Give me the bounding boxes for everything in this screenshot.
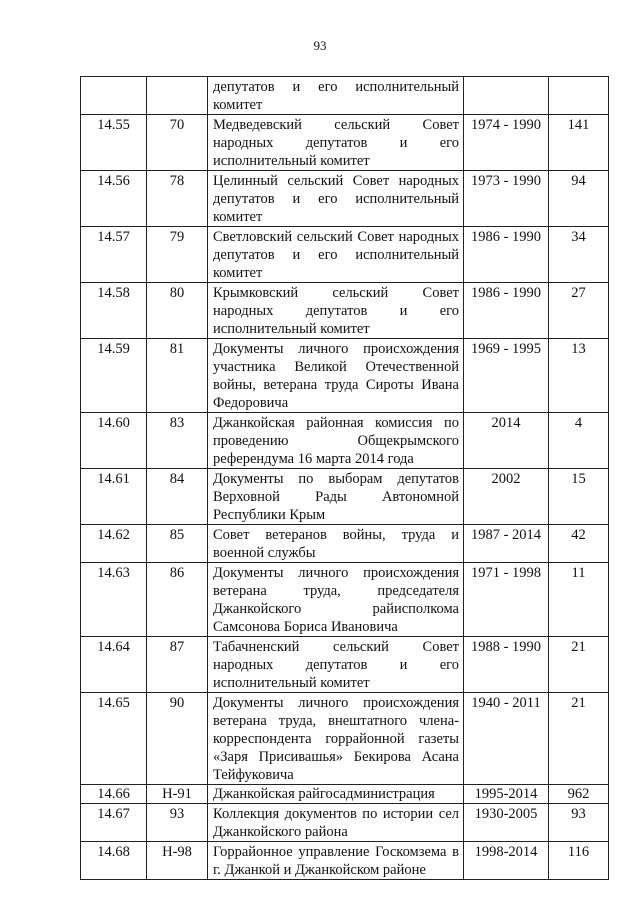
fund-title-cell: Джанкойская райгосадминистрация [208, 785, 464, 804]
date-range-cell: 1998-2014 [464, 842, 549, 880]
fund-title-cell: Документы по выборам депутатов Верховной Рады Автономной Республики Крым [208, 469, 464, 525]
row-number-cell: 14.59 [81, 339, 147, 413]
table-row [81, 283, 609, 339]
file-count-cell: 13 [549, 339, 609, 413]
fund-number-cell [147, 77, 208, 115]
table-row [81, 804, 609, 842]
file-count-cell: 34 [549, 227, 609, 283]
fund-number-cell: 78 [147, 171, 208, 227]
date-range-cell: 1986 - 1990 [464, 283, 549, 339]
table-row [81, 525, 609, 563]
table-row [81, 339, 609, 413]
row-number-cell: 14.66 [81, 785, 147, 804]
fund-title-cell: Документы личного происхождения ветерана труда, внештатного члена-корреспондента горрайонной газеты «Заря Присивашья» Бекирова Асана Тейфуковича [208, 693, 464, 785]
fund-number-cell: 84 [147, 469, 208, 525]
fund-number-cell: 83 [147, 413, 208, 469]
row-number-cell: 14.67 [81, 804, 147, 842]
file-count-cell: 15 [549, 469, 609, 525]
table-row [81, 637, 609, 693]
file-count-cell: 4 [549, 413, 609, 469]
row-number-cell: 14.56 [81, 171, 147, 227]
fund-number-cell: 80 [147, 283, 208, 339]
date-range-cell: 2002 [464, 469, 549, 525]
table-row [81, 693, 609, 785]
date-range-cell: 1987 - 2014 [464, 525, 549, 563]
file-count-cell: 116 [549, 842, 609, 880]
fund-title-cell: Документы личного происхождения участника Великой Отечественной войны, ветерана труда Сироты Ивана Федоровича [208, 339, 464, 413]
date-range-cell: 1973 - 1990 [464, 171, 549, 227]
row-number-cell: 14.57 [81, 227, 147, 283]
fund-title-cell: Табачненский сельский Совет народных депутатов и его исполнительный комитет [208, 637, 464, 693]
fund-number-cell: 85 [147, 525, 208, 563]
table-row [81, 413, 609, 469]
table-row [81, 469, 609, 525]
fund-title-cell: Джанкойская районная комиссия по проведению Общекрымского референдума 16 марта 2014 года [208, 413, 464, 469]
file-count-cell: 962 [549, 785, 609, 804]
file-count-cell: 27 [549, 283, 609, 339]
row-number-cell: 14.61 [81, 469, 147, 525]
row-number-cell: 14.58 [81, 283, 147, 339]
row-number-cell: 14.64 [81, 637, 147, 693]
fund-title-cell: Светловский сельский Совет народных депутатов и его исполнительный комитет [208, 227, 464, 283]
table-body [81, 77, 609, 880]
file-count-cell: 42 [549, 525, 609, 563]
row-number-cell: 14.63 [81, 563, 147, 637]
date-range-cell: 1971 - 1998 [464, 563, 549, 637]
fund-number-cell: 70 [147, 115, 208, 171]
row-number-cell: 14.68 [81, 842, 147, 880]
fund-number-cell: Н-91 [147, 785, 208, 804]
table-row [81, 115, 609, 171]
row-number-cell: 14.60 [81, 413, 147, 469]
table-row [81, 563, 609, 637]
file-count-cell [549, 77, 609, 115]
table-row [81, 785, 609, 804]
row-number-cell: 14.65 [81, 693, 147, 785]
date-range-cell: 1988 - 1990 [464, 637, 549, 693]
fund-number-cell: 79 [147, 227, 208, 283]
fund-title-cell: Медведевский сельский Совет народных депутатов и его исполнительный комитет [208, 115, 464, 171]
row-number-cell: 14.55 [81, 115, 147, 171]
fund-title-cell: Целинный сельский Совет народных депутатов и его исполнительный комитет [208, 171, 464, 227]
fund-number-cell: 90 [147, 693, 208, 785]
table-row [81, 842, 609, 880]
date-range-cell: 1940 - 2011 [464, 693, 549, 785]
file-count-cell: 94 [549, 171, 609, 227]
fund-number-cell: 81 [147, 339, 208, 413]
table-row [81, 171, 609, 227]
file-count-cell: 21 [549, 637, 609, 693]
file-count-cell: 11 [549, 563, 609, 637]
archive-fund-table [80, 76, 609, 880]
date-range-cell: 1995-2014 [464, 785, 549, 804]
date-range-cell: 2014 [464, 413, 549, 469]
table-row [81, 77, 609, 115]
fund-title-cell: Коллекция документов по истории сел Джанкойского района [208, 804, 464, 842]
fund-title-cell: Крымковский сельский Совет народных депутатов и его исполнительный комитет [208, 283, 464, 339]
table-row [81, 227, 609, 283]
file-count-cell: 141 [549, 115, 609, 171]
file-count-cell: 93 [549, 804, 609, 842]
fund-title-cell: депутатов и его исполнительный комитет [208, 77, 464, 115]
row-number-cell: 14.62 [81, 525, 147, 563]
fund-title-cell: Совет ветеранов войны, труда и военной службы [208, 525, 464, 563]
fund-number-cell: 86 [147, 563, 208, 637]
date-range-cell: 1986 - 1990 [464, 227, 549, 283]
fund-number-cell: 87 [147, 637, 208, 693]
date-range-cell [464, 77, 549, 115]
page-number: 93 [313, 38, 327, 53]
fund-title-cell: Горрайонное управление Госкомзема в г. Джанкой и Джанкойском районе [208, 842, 464, 880]
row-number-cell [81, 77, 147, 115]
fund-number-cell: Н-98 [147, 842, 208, 880]
file-count-cell: 21 [549, 693, 609, 785]
fund-title-cell: Документы личного происхождения ветерана труда, председателя Джанкойского райисполкома Самсонова Бориса Ивановича [208, 563, 464, 637]
date-range-cell: 1969 - 1995 [464, 339, 549, 413]
date-range-cell: 1974 - 1990 [464, 115, 549, 171]
fund-number-cell: 93 [147, 804, 208, 842]
date-range-cell: 1930-2005 [464, 804, 549, 842]
